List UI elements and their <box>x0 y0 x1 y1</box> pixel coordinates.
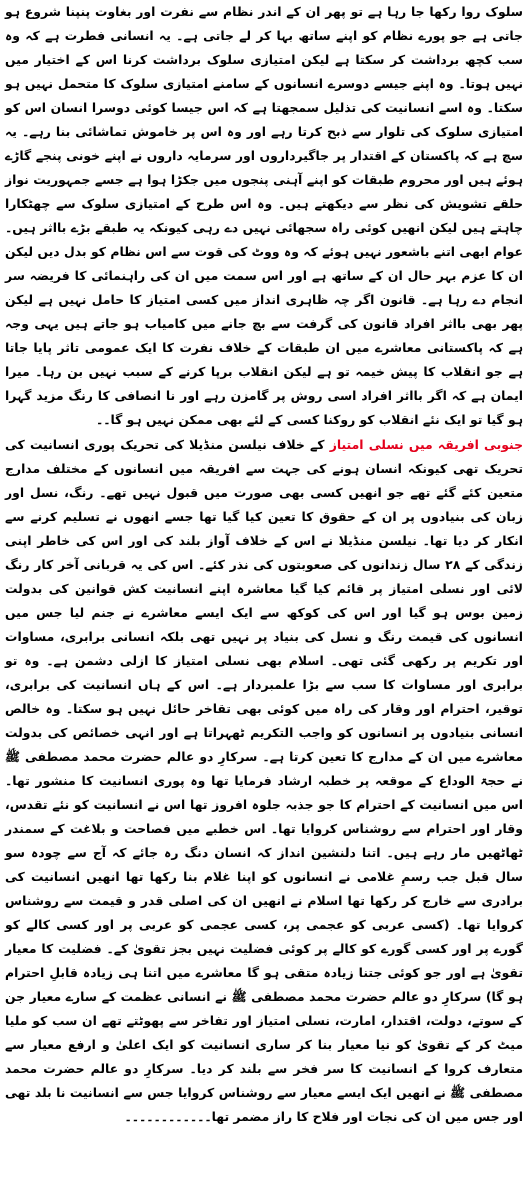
paragraph-2-text: کے خلاف نیلسن منڈیلا کی تحریک پوری انسانیت کی تحریک تھی کیونکہ انسان ہونے کی جہت سے افریقہ میں انسانوں کے مختلف مدارج متعین کئے گئے تھے جو انھیں کسی بھی صورت میں قبول نہیں تھے۔ رنگ، نسل اور زبان کی بنیادوں پر ان کے حقوق کا تعین کیا گیا تھا جسے انھوں نے تسلیم کرنے سے انکار کر دیا تھا۔ نیلسن منڈیلا نے اس کے خلاف آواز بلند کی اور اس کی خاطر اپنی زندگی کے ۲۸ سال زندانوں کی صعوبتوں کی نذر کئے۔ اس کی یہ قربانی آخر کار رنگ لائی اور نسلی امتیاز پر قائم کیا گیا معاشرہ اپنے انسانیت کش قوانین کی بدولت زمین بوس ہو گیا اور اس کی کوکھ سے ایک ایسے معاشرے نے جنم لیا جس میں انسانوں کی قیمت رنگ و نسل کی بنیاد پر نہیں تھی بلکہ انسانی برابری، مساوات اور تکریم پر رکھی گئی تھی۔ اسلام بھی نسلی امتیاز کا ازلی دشمن ہے۔ وہ تو برابری اور مساوات کا سب سے بڑا علمبردار ہے۔ اس کے ہاں انسانیت کی برابری، توقیر، احترام اور وقار کی راہ میں کوئی بھی تقاخر حائل نہیں ہو سکتا۔ وہ خالص انسانی بنیادوں پر انسانوں کو واجب التکریم ٹھہراتا ہے اور انہی خصائص کی بدولت معاشرے میں ان کے مدارج کا تعین کرتا ہے۔ سرکارِ دو عالم حضرت محمد مصطفی ﷺ نے حجۃ الوداع کے موقعہ پر خطبہ ارشاد فرمایا تھا وہ پوری انسانیت کا منشور تھا۔ اس میں انسانیت کے احترام کا جو جذبہ جلوہ افروز تھا اس نے انسانیت کو نئے تقدس، وقار اور احترام سے روشناس کروایا تھا۔ اس خطبے میں فصاحت و بلاغت کے سمندر ٹھاٹھیں مار رہے ہیں۔ اتنا دلنشین انداز کہ انسان دنگ رہ جائے کہ آج سے چودہ سو سال قبل جب رسمِ غلامی نے انسانوں کو اپنا غلام بنا رکھا تھا انھیں انسانیت کی برادری سے خارج کر رکھا تھا اسلام نے انھیں ان کی اصلی قدر و قیمت سے روشناس کروایا تھا۔ (کسی عربی کو عجمی پر، کسی عجمی کو عربی پر اور کسی کالے کو گورے پر اور کسی گورے کو کالے پر کوئی فضلیت نہیں بجز تقویٰ کے۔ فضلیت کا معیار تقویٰ ہے اور جو کوئی جتنا زیادہ متقی ہو گا معاشرے میں اتنا ہی زیادہ قابلِ احترام ہو گا) سرکارِ دو عالم حضرت محمد مصطفی ﷺ نے انسانی عظمت کے سارے معیار جن کے سوتے، دولت، اقتدار، امارت، نسلی امتیاز اور تفاخر سے پھوٹتے تھے ان سب کو ملیا میٹ کر کے تقویٰ کو نیا معیار بنا کر ساری انسانیت کو ایک اعلیٰ و ارفع معیار سے متعارف کروا کے انسانیت کا سر فخر سے بلند کر دیا۔ سرکارِ دو عالم حضرت محمد مصطفی ﷺ نے انھیں ایک ایسے معیار سے روشناس کروایا جس سے انسانیت نا بلد تھی اور جس میں ان کی نجات اور فلاح کا راز مضمر تھا۔۔۔۔۔۔۔۔۔۔۔۔ <box>5 437 523 1124</box>
highlighted-heading-phrase: جنوبی افریقہ میں نسلی امتیاز <box>329 437 523 452</box>
article-paragraph-1 <box>5 0 523 432</box>
article-paragraph-2 <box>5 433 523 1129</box>
paragraph-1-text: سلوک روا رکھا جا رہا ہے تو پھر ان کے اندر نظام سے نفرت اور بغاوت پنپنا شروع ہو جاتی ہے جو پورے نظام کو اپنے ساتھ بہا کر لے جاتی ہے۔ یہ انسانی فطرت ہے کہ وہ سب کچھ برداشت کر سکتا ہے لیکن امتیازی سلوک برداشت کرنا اس کے اختیار میں نہیں ہوتا۔ وہ اپنے جیسے دوسرے انسانوں کے سامنے امتیازی سلوک کا متحمل نہیں ہو سکتا۔ وہ اسے انسانیت کی تذلیل سمجھتا ہے کہ اس جیسا کوئی دوسرا انسان اس کو امتیازی سلوک کی تلوار سے ذبح کرتا رہے اور وہ اس پر خاموش تماشائی بنا رہے۔ یہ سچ ہے کہ پاکستان کے اقتدار پر جاگیرداروں اور سرمایہ داروں نے اپنے خونی پنجے گاڑے ہوئے ہیں اور محروم طبقات کو اپنے آہنی پنجوں میں جکڑا ہوا ہے جسے جمہوریت نواز حلقے تشویش کی نظر سے دیکھتے ہیں۔ وہ اس طرح کے امتیازی سلوک سے چھٹکارا چاہتے ہیں لیکن انھیں کوئی راہ سجھائی نہیں دے رہی کیونکہ یہ طبقے بڑے بااثر ہیں۔ عوام ابھی اتنے باشعور نہیں ہوئے کہ وہ ووٹ کی قوت سے اس نظام کو بدل دیں لیکن ان کا عزم بہر حال ان کے ساتھ ہے اور اس سمت میں ان کی راہنمائی کا فریضہ سر انجام دے رہا ہے۔ قانون اگر چہ ظاہری انداز میں کسی امتیاز کا حامل نہیں ہے لیکن پھر بھی بااثر افراد قانون کی گرفت سے بچ جانے میں کامیاب ہو جاتے ہیں یہی وجہ ہے کہ پاکستانی معاشرے میں ان طبقات کے خلاف نفرت کا ایک عمومی تاثر پایا جاتا ہے جو انقلاب کا پیش خیمہ تو ہے لیکن انقلاب برپا کرنے کے سبب نہیں بن رہا۔ میرا ایمان ہے کہ اگر بااثر افراد اسی روش پر گامزن رہے اور نا انصافی کا رنگ مزید گہرا ہو گیا تو ایک نئے انقلاب کو روکنا کسی کے لئے بھی ممکن نہیں ہو گا۔۔ <box>5 4 523 427</box>
